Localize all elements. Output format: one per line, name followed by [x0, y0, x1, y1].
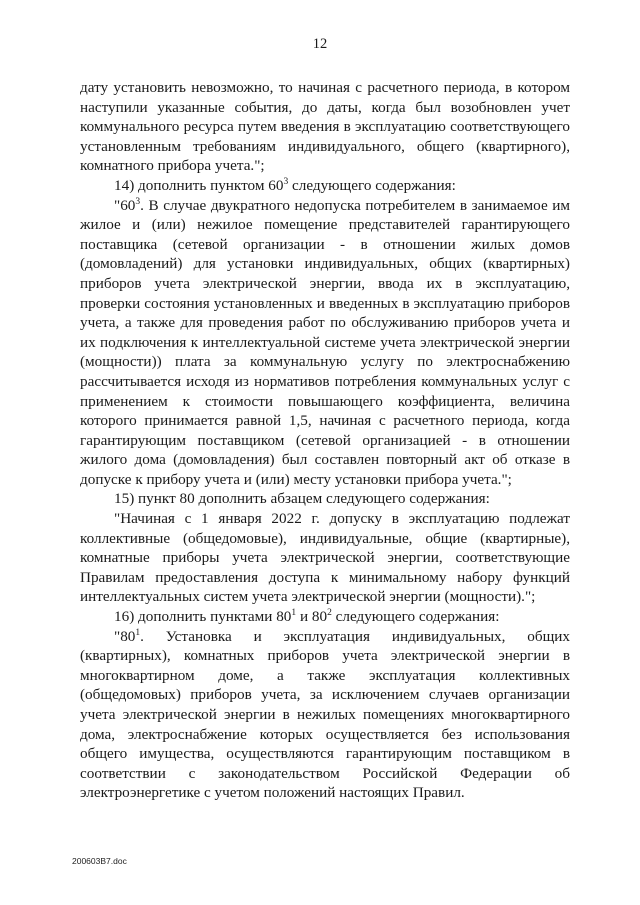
text-run: следующего содержания: — [288, 176, 456, 194]
superscript: 3 — [135, 196, 141, 207]
superscript: 2 — [327, 608, 332, 619]
paragraph-item-14 — [80, 176, 570, 196]
text-run: . Установка и эксплуатация индивидуальных, общих (квартирных), комнатных приборов учета электрической энергии в многоквартирном доме, а также эксплуатация коллективных (общедомовых) приборов учета, за исключением случаев организации учета электрической энергии в нежилых помещениях многоквартирного дома, электроснабжение которых осуществляется без использования общего имущества, осуществляются гарантирующим поставщиком в соответствии с законодательством Российской Федерации об электроэнергетике с учетом положений настоящих Правил. — [80, 627, 570, 802]
superscript: 1 — [135, 627, 141, 638]
text-run: "60 — [114, 196, 136, 214]
document-body — [80, 78, 570, 803]
paragraph-clause-60-3 — [80, 196, 570, 490]
text-run: 14) дополнить пунктом 60 — [114, 176, 284, 194]
paragraph-clause-80-1 — [80, 627, 570, 803]
text-run: 16) дополнить пунктами 80 — [114, 608, 292, 626]
text-run: и 80 — [296, 608, 328, 626]
paragraph-continuation: дату установить невозможно, то начиная с расчетного периода, в котором наступили указанные события, до даты, когда был возобновлен учет коммунального ресурса путем введения в эксплуатацию соответствующего установленным требованиям индивидуального, общего (квартирного), комнатного прибора учета."; — [80, 79, 570, 175]
text-run: "80 — [114, 627, 136, 645]
superscript: 3 — [283, 176, 289, 187]
paragraph-item-16 — [80, 607, 570, 627]
paragraph-clause-80-addition: "Начиная с 1 января 2022 г. допуску в эксплуатацию подлежат коллективные (общедомовые), индивидуальные, общие (квартирные), комнатные приборы учета электрической энергии, соответствующие Правилам предоставления доступа к минимальному набору функций интеллектуальных систем учета электрической энергии (мощности)."; — [80, 510, 570, 606]
page-number: 12 — [312, 36, 328, 52]
superscript: 1 — [291, 608, 297, 619]
footer-file-name: 200603B7.doc — [72, 856, 127, 866]
text-run: следующего содержания: — [331, 608, 500, 626]
paragraph-item-15: 15) пункт 80 дополнить абзацем следующего содержания: — [114, 490, 490, 508]
text-run: . В случае двукратного недопуска потребителем в занимаемое им жилое и (или) нежилое помещение представителей гарантирующего поставщика (сетевой организации - в отношении жилых домов (домовладений) для установки индивидуальных, общих (квартирных) приборов учета электрической энергии, ввода их в эксплуатацию, проверки состояния установленных и введенных в эксплуатацию приборов учета, а также для проведения работ по обслуживанию приборов учета и их подключения к интеллектуальной системе учета электрической энергии (мощности)) плата за коммунальную услугу по электроснабжению рассчитывается исходя из нормативов потребления коммунальных услуг с применением к стоимости повышающего коэффициента, величина которого принимается равной 1,5, начиная с расчетного периода, когда гарантирующим поставщиком (сетевой организацией - в отношении жилого дома (домовладения) был составлен повторный акт об отказе в допуске к прибору учета и (или) месту установки прибора учета."; — [80, 196, 570, 488]
